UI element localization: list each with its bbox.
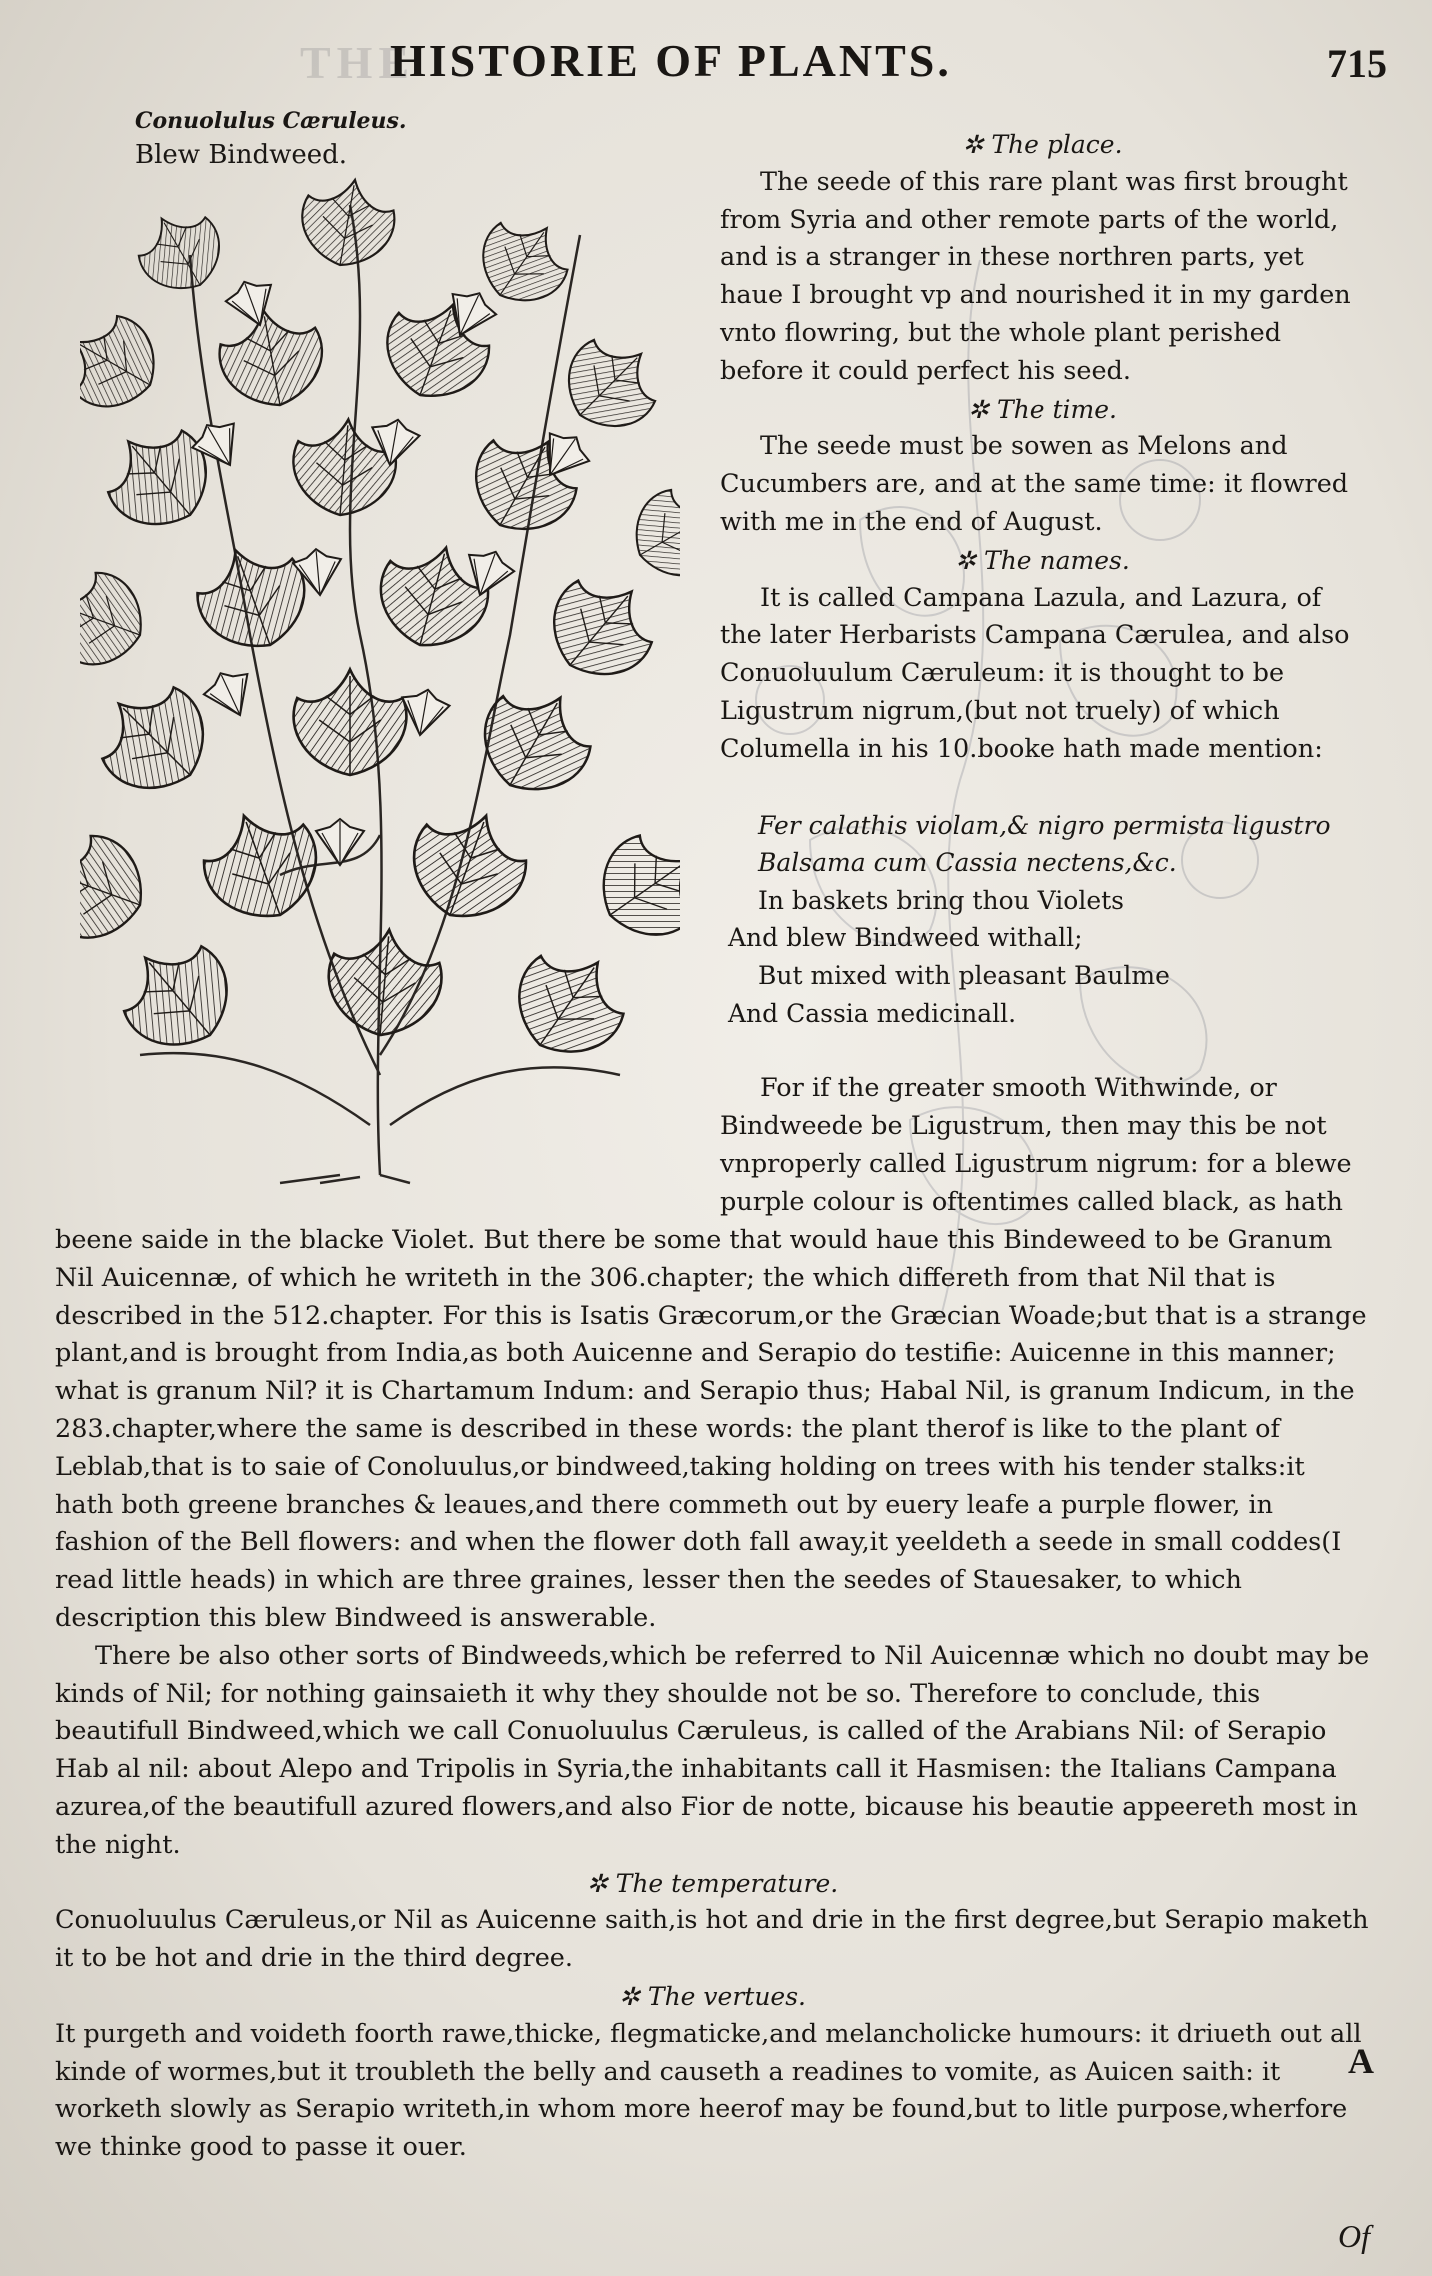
margin-letter: A xyxy=(1348,2041,1374,2081)
figure-caption-english: Blew Bindweed. xyxy=(135,140,348,170)
verse-line-2: And blew Bindweed withall; xyxy=(728,923,1083,953)
names-heading: ✲ The names. xyxy=(955,545,1130,575)
catchword: Of xyxy=(1338,2218,1370,2254)
temperature-heading: ✲ The temperature. xyxy=(586,1868,839,1898)
verse-quotation xyxy=(720,807,1365,1033)
verse-line-3: But mixed with pleasant Baulme xyxy=(758,960,1170,990)
full-width-text xyxy=(55,1222,1370,2167)
page-header xyxy=(0,30,1432,90)
page-number: 715 xyxy=(1327,41,1387,86)
bindweed-woodcut-illustration xyxy=(80,175,680,1185)
verse-latin-line-2: Balsama cum Cassia nectens,&c. xyxy=(758,848,1177,878)
temperature-paragraph: Conuoluulus Cæruleus,or Nil as Auicenne saith,is hot and drie in the first degree,but Serapio maketh it to be hot and drie in the third degree. xyxy=(55,1905,1369,1974)
ghost-running-head: THE xyxy=(300,37,416,88)
vertues-paragraph: It purgeth and voideth foorth rawe,thicke, flegmaticke,and melancholicke humours: it driueth out all kinde of wormes,but it troubleth the belly and causeth a readines to vomite, as Auicen saith: it worketh slowly as Serapio writeth,in whom more heerof may be found,but to litle purpose,wherfore we thinke good to passe it ouer. xyxy=(55,2018,1362,2163)
figure-caption-latin: Conuolulus Cæruleus. xyxy=(135,108,407,134)
verse-spacer xyxy=(720,769,1365,807)
verse-line-1: In baskets bring thou Violets xyxy=(758,885,1125,915)
other-sorts-paragraph: There be also other sorts of Bindweeds,which be referred to Nil Auicennæ which no doubt may be kinds of Nil; for nothing gainsaieth it why they shoulde not be so. Therefore to conclude, this beautifull Bindweed,which we call Conuoluulus Cæruleus, is called of the Arabians Nil: of Serapio Hab al nil: about Alepo and Tripolis in Syria,the inhabitants call it Hasmisen: the Italians Campana azurea,of the beautifull azured flowers,and also Fior de notte, bicause his beautie appeereth most in the night. xyxy=(55,1640,1370,1860)
running-head: HISTORIE OF PLANTS. xyxy=(390,35,952,86)
names-paragraph: It is called Campana Lazula, and Lazura, of the later Herbarists Campana Cærulea, and also Conuoluulum Cæruleum: it is thought to be Ligustrum nigrum,(but not truely) of which Columella in his 10.booke hath made mention: xyxy=(720,582,1350,764)
place-heading: ✲ The place. xyxy=(962,130,1123,159)
verse-latin-line-1: Fer calathis violam,& nigro permista ligustro xyxy=(758,810,1331,840)
vertues-heading: ✲ The vertues. xyxy=(619,1981,806,2011)
names-continuation: For if the greater smooth Withwinde, or Bindweede be Ligustrum, then may this be not vnproperly called Ligustrum nigrum: for a blewe purple colour is oftentimes called black, as hath xyxy=(720,1073,1352,1217)
time-heading: ✲ The time. xyxy=(968,394,1117,424)
right-column-text xyxy=(720,126,1365,1221)
names-continuation-full: beene saide in the blacke Violet. But there be some that would haue this Bindeweed to be Granum Nil Auicennæ, of which he writeth in the 306.chapter; the which differeth from that Nil that is described in the 512.chapter. For this is Isatis Græcorum,or the Græcian Woade;but that is a strange plant,and is brought from India,as both Auicenne and Serapio do testifie: Auicenne in this manner; what is granum Nil? it is Chartamum Indum: and Serapio thus; Habal Nil, is granum Indicum, in the 283.chapter,where the same is described in these words: the plant therof is like to the plant of Leblab,that is to saie of Conoluulus,or bindweed,taking holding on trees with his tender stalks:it hath both greene branches & leaues,and there commeth out by euery leafe a purple flower, in fashion of the Bell flowers: and when the flower doth fall away,it yeeldeth a seede in small coddes(I read little heads) in which are three graines, lesser then the seedes of Stauesaker, to which description this blew Bindweed is answerable. xyxy=(55,1225,1367,1633)
verse-spacer-after xyxy=(720,1032,1365,1070)
verse-line-4: And Cassia medicinall. xyxy=(728,998,1017,1028)
time-paragraph: The seede must be sowen as Melons and Cucumbers are, and at the same time: it flowred with me in the end of August. xyxy=(720,431,1349,537)
figure-caption xyxy=(135,104,407,172)
place-paragraph: The seede of this rare plant was first brought from Syria and other remote parts of the world, and is a stranger in these northren parts, yet haue I brought vp and nourished it in my garden vnto flowring, but the whole plant perished before it could perfect his seed. xyxy=(720,166,1351,386)
